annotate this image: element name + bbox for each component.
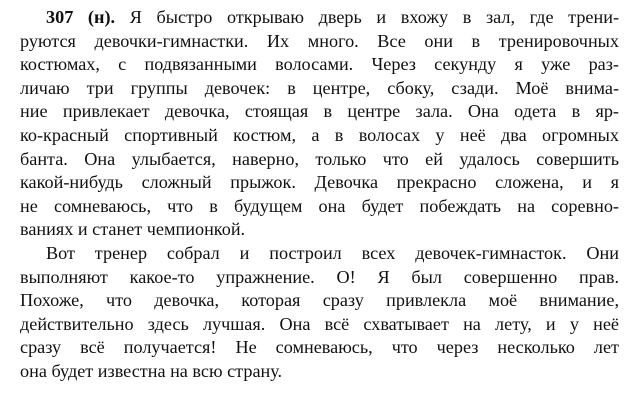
text-line: какой-нибудь сложный прыжок. Девочка прекрасно сложена, и я — [20, 172, 619, 193]
text-line: Похоже, что девочка, которая сразу привлекла моё внимание, — [20, 290, 619, 311]
text-line: банта. Она улыбается, наверно, только что ей удалось совершить — [20, 148, 619, 169]
paragraph-2 — [20, 242, 619, 384]
text-line: выполняют какое-то упражнение. О! Я был совершенно прав. — [20, 266, 619, 287]
text-line — [20, 6, 619, 30]
text-line: костюмах, с подвязанными волосами. Через секунду я уже раз- — [20, 54, 619, 75]
text-line: сразу всё получается! Не сомневаюсь, что через несколько лет — [20, 337, 619, 358]
text-line: ко-красный спортивный костюм, а в волосах у неё два огромных — [20, 124, 619, 145]
text-line: ваниях и станет чемпионкой. — [20, 219, 246, 240]
text-line: она будет известна на всю страну. — [20, 360, 283, 381]
text-line: личаю три группы девочек: в центре, сбоку, сзади. Моё внима- — [20, 77, 619, 98]
text-line: действительно здесь лучшая. Она всё схватывает на лету, и у неё — [20, 313, 619, 334]
paragraph-1 — [20, 6, 619, 242]
text-line: ние привлекает девочка, стоящая в центре зала. Она одета в яр- — [20, 101, 619, 122]
text-line-content: Я быстро открываю дверь и вхожу в зал, где трени- — [129, 7, 619, 27]
exercise-number: 307 (н). — [46, 7, 116, 27]
text-line: руются девочки-гимнастки. Их много. Все они в тренировочных — [20, 30, 619, 51]
text-line: Вот тренер собрал и построил всех девочек-гимнасток. Они — [46, 242, 619, 263]
text-line: не сомневаюсь, что в будущем она будет побеждать на соревно- — [20, 195, 619, 216]
